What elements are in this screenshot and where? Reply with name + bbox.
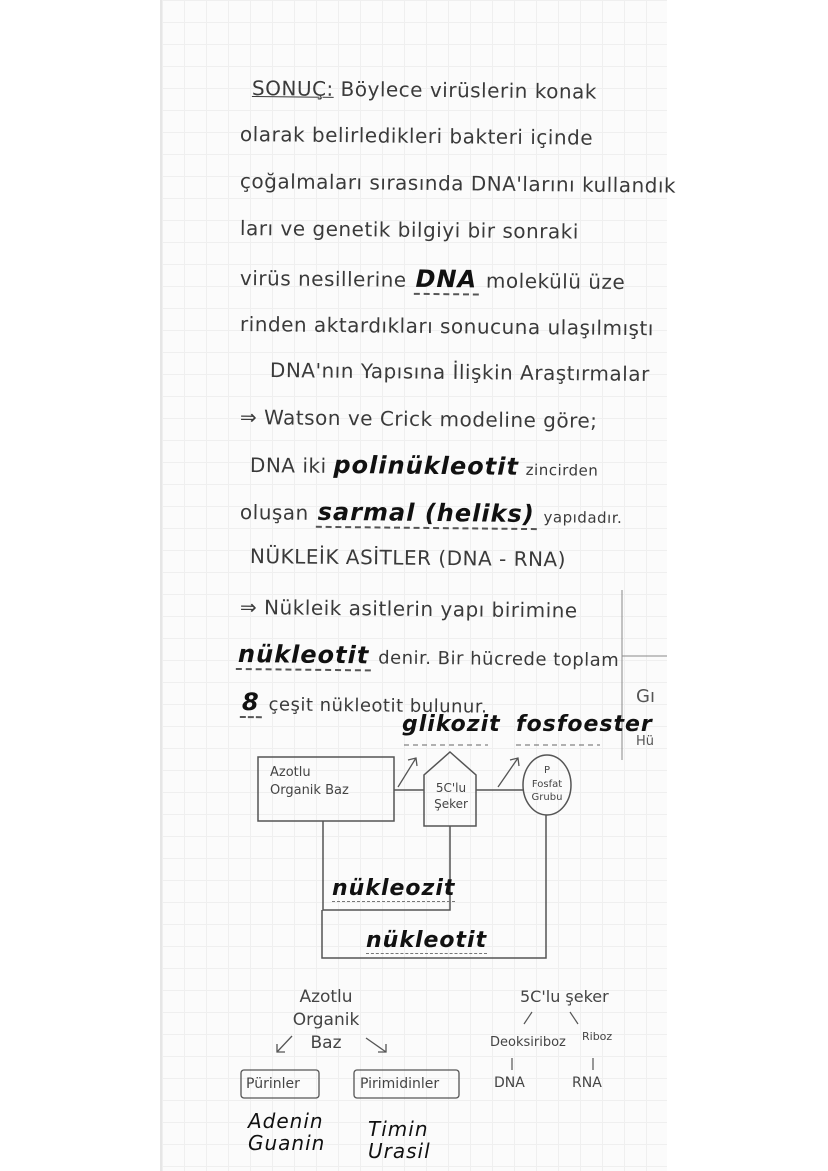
nucleoside-label: nükleozit bbox=[332, 876, 456, 901]
glikozit-arrow bbox=[398, 758, 416, 787]
line9-text-b: zincirden bbox=[525, 460, 599, 480]
nitrogen-base-label: Azotlu Organik Baz bbox=[270, 765, 349, 798]
fosfoester-label: fosfoester bbox=[516, 712, 653, 737]
conclusion-text: Böylece virüslerin konak bbox=[340, 76, 598, 104]
answer-sarmal: sarmal (heliks) bbox=[316, 498, 537, 530]
purine-examples: Adenin Guanin bbox=[248, 1109, 326, 1155]
line13-text-b: denir. Bir hücrede toplam bbox=[378, 647, 620, 672]
sugar-label: 5C'lu Şeker bbox=[434, 781, 468, 812]
answer-nukleotit: nükleotit bbox=[236, 640, 372, 671]
base-classification-title: Azotlu Organik Baz bbox=[292, 987, 360, 1053]
section-heading-dna-structure: DNA'nın Yapısına İlişkin Araştırmalar bbox=[269, 358, 650, 386]
section-heading-nucleic-acids: NÜKLEİK ASİTLER (DNA - RNA) bbox=[249, 544, 567, 572]
text-line-6: rinden aktardıkları sonucuna ulaşılmıştı bbox=[239, 312, 655, 341]
arrow-to-ribose bbox=[570, 1012, 578, 1024]
pyrimidines-label: Pirimidinler bbox=[360, 1076, 440, 1092]
text-line-12: ⇒ Nükleik asitlerin yapı birimine bbox=[239, 595, 578, 623]
answer-8: 8 bbox=[240, 688, 262, 718]
text-line-4: ları ve genetik bilgiyi bir sonraki bbox=[239, 216, 579, 244]
phosphate-label: P Fosfat Grubu bbox=[531, 765, 563, 803]
rna-label: RNA bbox=[572, 1075, 602, 1091]
line5-text-a: virüs nesillerine bbox=[239, 266, 407, 292]
pyrimidine-examples: Timin Urasil bbox=[368, 1117, 431, 1163]
glikozit-label: glikozit bbox=[402, 712, 501, 737]
answer-polinukleotit: polinükleotit bbox=[333, 450, 520, 481]
fosfoester-arrow bbox=[498, 758, 518, 787]
nucleotide-label: nükleotit bbox=[366, 928, 488, 953]
text-line-8: ⇒ Watson ve Crick modeline göre; bbox=[239, 405, 598, 433]
line10-text-b: yapıdadır. bbox=[543, 508, 623, 528]
deoxyribose-label: Deoksiriboz bbox=[490, 1035, 566, 1050]
arrow-to-deoxyribose bbox=[524, 1012, 532, 1024]
text-line-3: çoğalmaları sırasında DNA'larını kullandık bbox=[239, 169, 677, 198]
line14-text-b: çeşit nükleotit bulunur. bbox=[268, 694, 488, 718]
sugar-classification-title: 5C'lu şeker bbox=[520, 987, 609, 1006]
line10-text-a: oluşan bbox=[239, 500, 309, 525]
line9-text-a: DNA iki bbox=[249, 453, 327, 478]
answer-dna: DNA bbox=[413, 265, 479, 296]
line5-text-b: molekülü üze bbox=[485, 268, 626, 295]
margin-note-hu: Hü bbox=[636, 734, 655, 749]
purines-label: Pürinler bbox=[246, 1076, 300, 1092]
conclusion-label: SONUÇ: bbox=[251, 76, 334, 101]
dna-label: DNA bbox=[494, 1075, 525, 1091]
ribose-label: Riboz bbox=[582, 1030, 613, 1043]
margin-note-g: Gı bbox=[636, 686, 655, 707]
text-line-2: olarak belirledikleri bakteri içinde bbox=[239, 122, 594, 150]
